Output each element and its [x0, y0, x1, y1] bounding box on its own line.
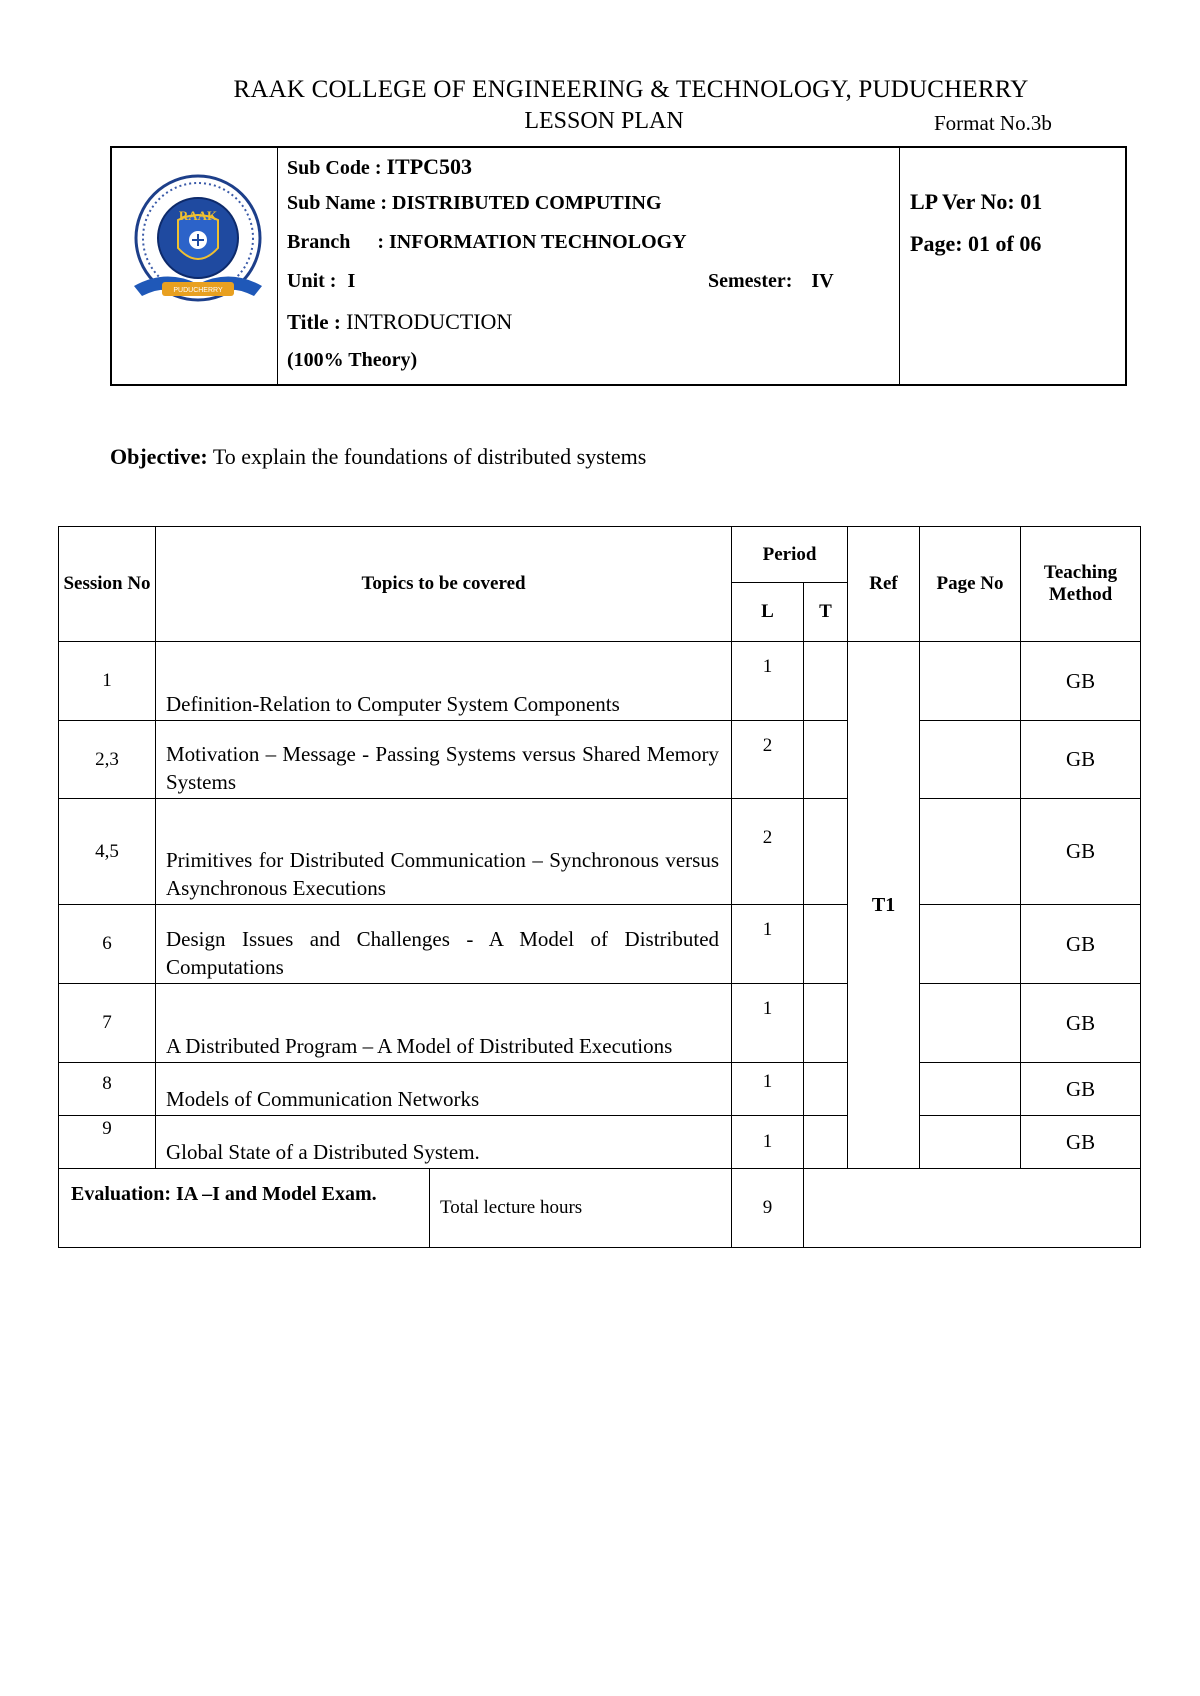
l-cell: 1 [732, 1063, 804, 1116]
logo-text: RAAK [178, 208, 218, 223]
l-cell: 1 [732, 642, 804, 721]
session-cell: 1 [59, 642, 156, 721]
table-row [59, 984, 1141, 1063]
sub-code-label: Sub Code : [287, 157, 382, 179]
t-cell [804, 984, 848, 1063]
format-number: Format No.3b [934, 111, 1052, 135]
theory-note: (100% Theory) [287, 349, 418, 371]
topic-cell: Models of Communication Networks [156, 1063, 732, 1116]
header-box [110, 146, 1127, 386]
method-cell: GB [1021, 984, 1141, 1063]
header-page-no: Page No [920, 527, 1021, 642]
college-name: RAAK COLLEGE OF ENGINEERING & TECHNOLOGY, PUDUCHERRY [233, 76, 1029, 103]
t-cell [804, 721, 848, 799]
title-label: Title : [287, 310, 341, 334]
table-row [59, 1063, 1141, 1116]
header-period: Period [732, 527, 848, 583]
session-cell: 7 [59, 984, 156, 1063]
document-title: LESSON PLAN [524, 108, 684, 134]
lesson-plan-table [58, 526, 1141, 1248]
t-cell [804, 905, 848, 984]
page-no-cell [920, 1116, 1021, 1169]
sub-code: ITPC503 [386, 154, 473, 179]
table-row [59, 905, 1141, 984]
semester-label: Semester: [708, 270, 793, 292]
page-no-cell [920, 1063, 1021, 1116]
table-row [59, 642, 1141, 721]
branch: : INFORMATION TECHNOLOGY [377, 231, 687, 253]
page-no-cell [920, 984, 1021, 1063]
method-cell: GB [1021, 642, 1141, 721]
lp-version: LP Ver No: 01 [910, 189, 1043, 214]
topic-cell: Global State of a Distributed System. [156, 1116, 732, 1169]
footer-empty-cell [804, 1169, 1141, 1248]
t-cell [804, 642, 848, 721]
method-cell: GB [1021, 799, 1141, 905]
l-cell: 1 [732, 984, 804, 1063]
l-cell: 1 [732, 905, 804, 984]
table-row [59, 721, 1141, 799]
objective-label: Objective: [110, 444, 208, 469]
unit-label: Unit : [287, 270, 337, 292]
unit-title: INTRODUCTION [346, 309, 513, 334]
session-cell: 8 [59, 1063, 156, 1116]
unit: I [347, 270, 356, 292]
page-no-cell [920, 799, 1021, 905]
page-no-cell [920, 642, 1021, 721]
t-cell [804, 1063, 848, 1116]
header-l: L [732, 583, 804, 642]
total-hours-label: Total lecture hours [430, 1169, 732, 1248]
objective-text: To explain the foundations of distributed systems [212, 444, 647, 469]
college-logo [126, 158, 266, 333]
page-number: Page: 01 of 06 [910, 231, 1042, 256]
ref-cell: T1 [848, 642, 920, 1169]
method-cell: GB [1021, 905, 1141, 984]
topic-cell: Definition-Relation to Computer System Components [156, 642, 732, 721]
method-cell: GB [1021, 1116, 1141, 1169]
header-session: Session No [59, 527, 156, 642]
l-cell: 2 [732, 799, 804, 905]
topic-cell: Primitives for Distributed Communication – Synchronous versus Asynchronous Executions [156, 799, 732, 905]
logo-banner: PUDUCHERRY [173, 287, 223, 294]
header-topics: Topics to be covered [156, 527, 732, 642]
header-ref: Ref [848, 527, 920, 642]
t-cell [804, 799, 848, 905]
l-cell: 1 [732, 1116, 804, 1169]
topic-cell: A Distributed Program – A Model of Distributed Executions [156, 984, 732, 1063]
topic-cell: Motivation – Message - Passing Systems versus Shared Memory Systems [156, 721, 732, 799]
session-cell: 2,3 [59, 721, 156, 799]
semester: IV [811, 270, 834, 292]
header-teaching-method: Teaching Method [1021, 527, 1141, 642]
session-cell: 4,5 [59, 799, 156, 905]
sub-name: DISTRIBUTED COMPUTING [392, 192, 662, 214]
table-row [59, 799, 1141, 905]
header-t: T [804, 583, 848, 642]
method-cell: GB [1021, 1063, 1141, 1116]
session-cell: 9 [59, 1116, 156, 1169]
method-cell: GB [1021, 721, 1141, 799]
page-no-cell [920, 721, 1021, 799]
table-footer-row [59, 1169, 1141, 1248]
sub-name-label: Sub Name : [287, 192, 388, 214]
session-cell: 6 [59, 905, 156, 984]
l-cell: 2 [732, 721, 804, 799]
topic-cell: Design Issues and Challenges - A Model of Distributed Computations [156, 905, 732, 984]
evaluation-cell: Evaluation: IA –I and Model Exam. [59, 1169, 430, 1248]
page-no-cell [920, 905, 1021, 984]
t-cell [804, 1116, 848, 1169]
branch-label: Branch [287, 231, 351, 253]
total-hours-value: 9 [732, 1169, 804, 1248]
objective [110, 444, 646, 470]
table-row [59, 1116, 1141, 1169]
